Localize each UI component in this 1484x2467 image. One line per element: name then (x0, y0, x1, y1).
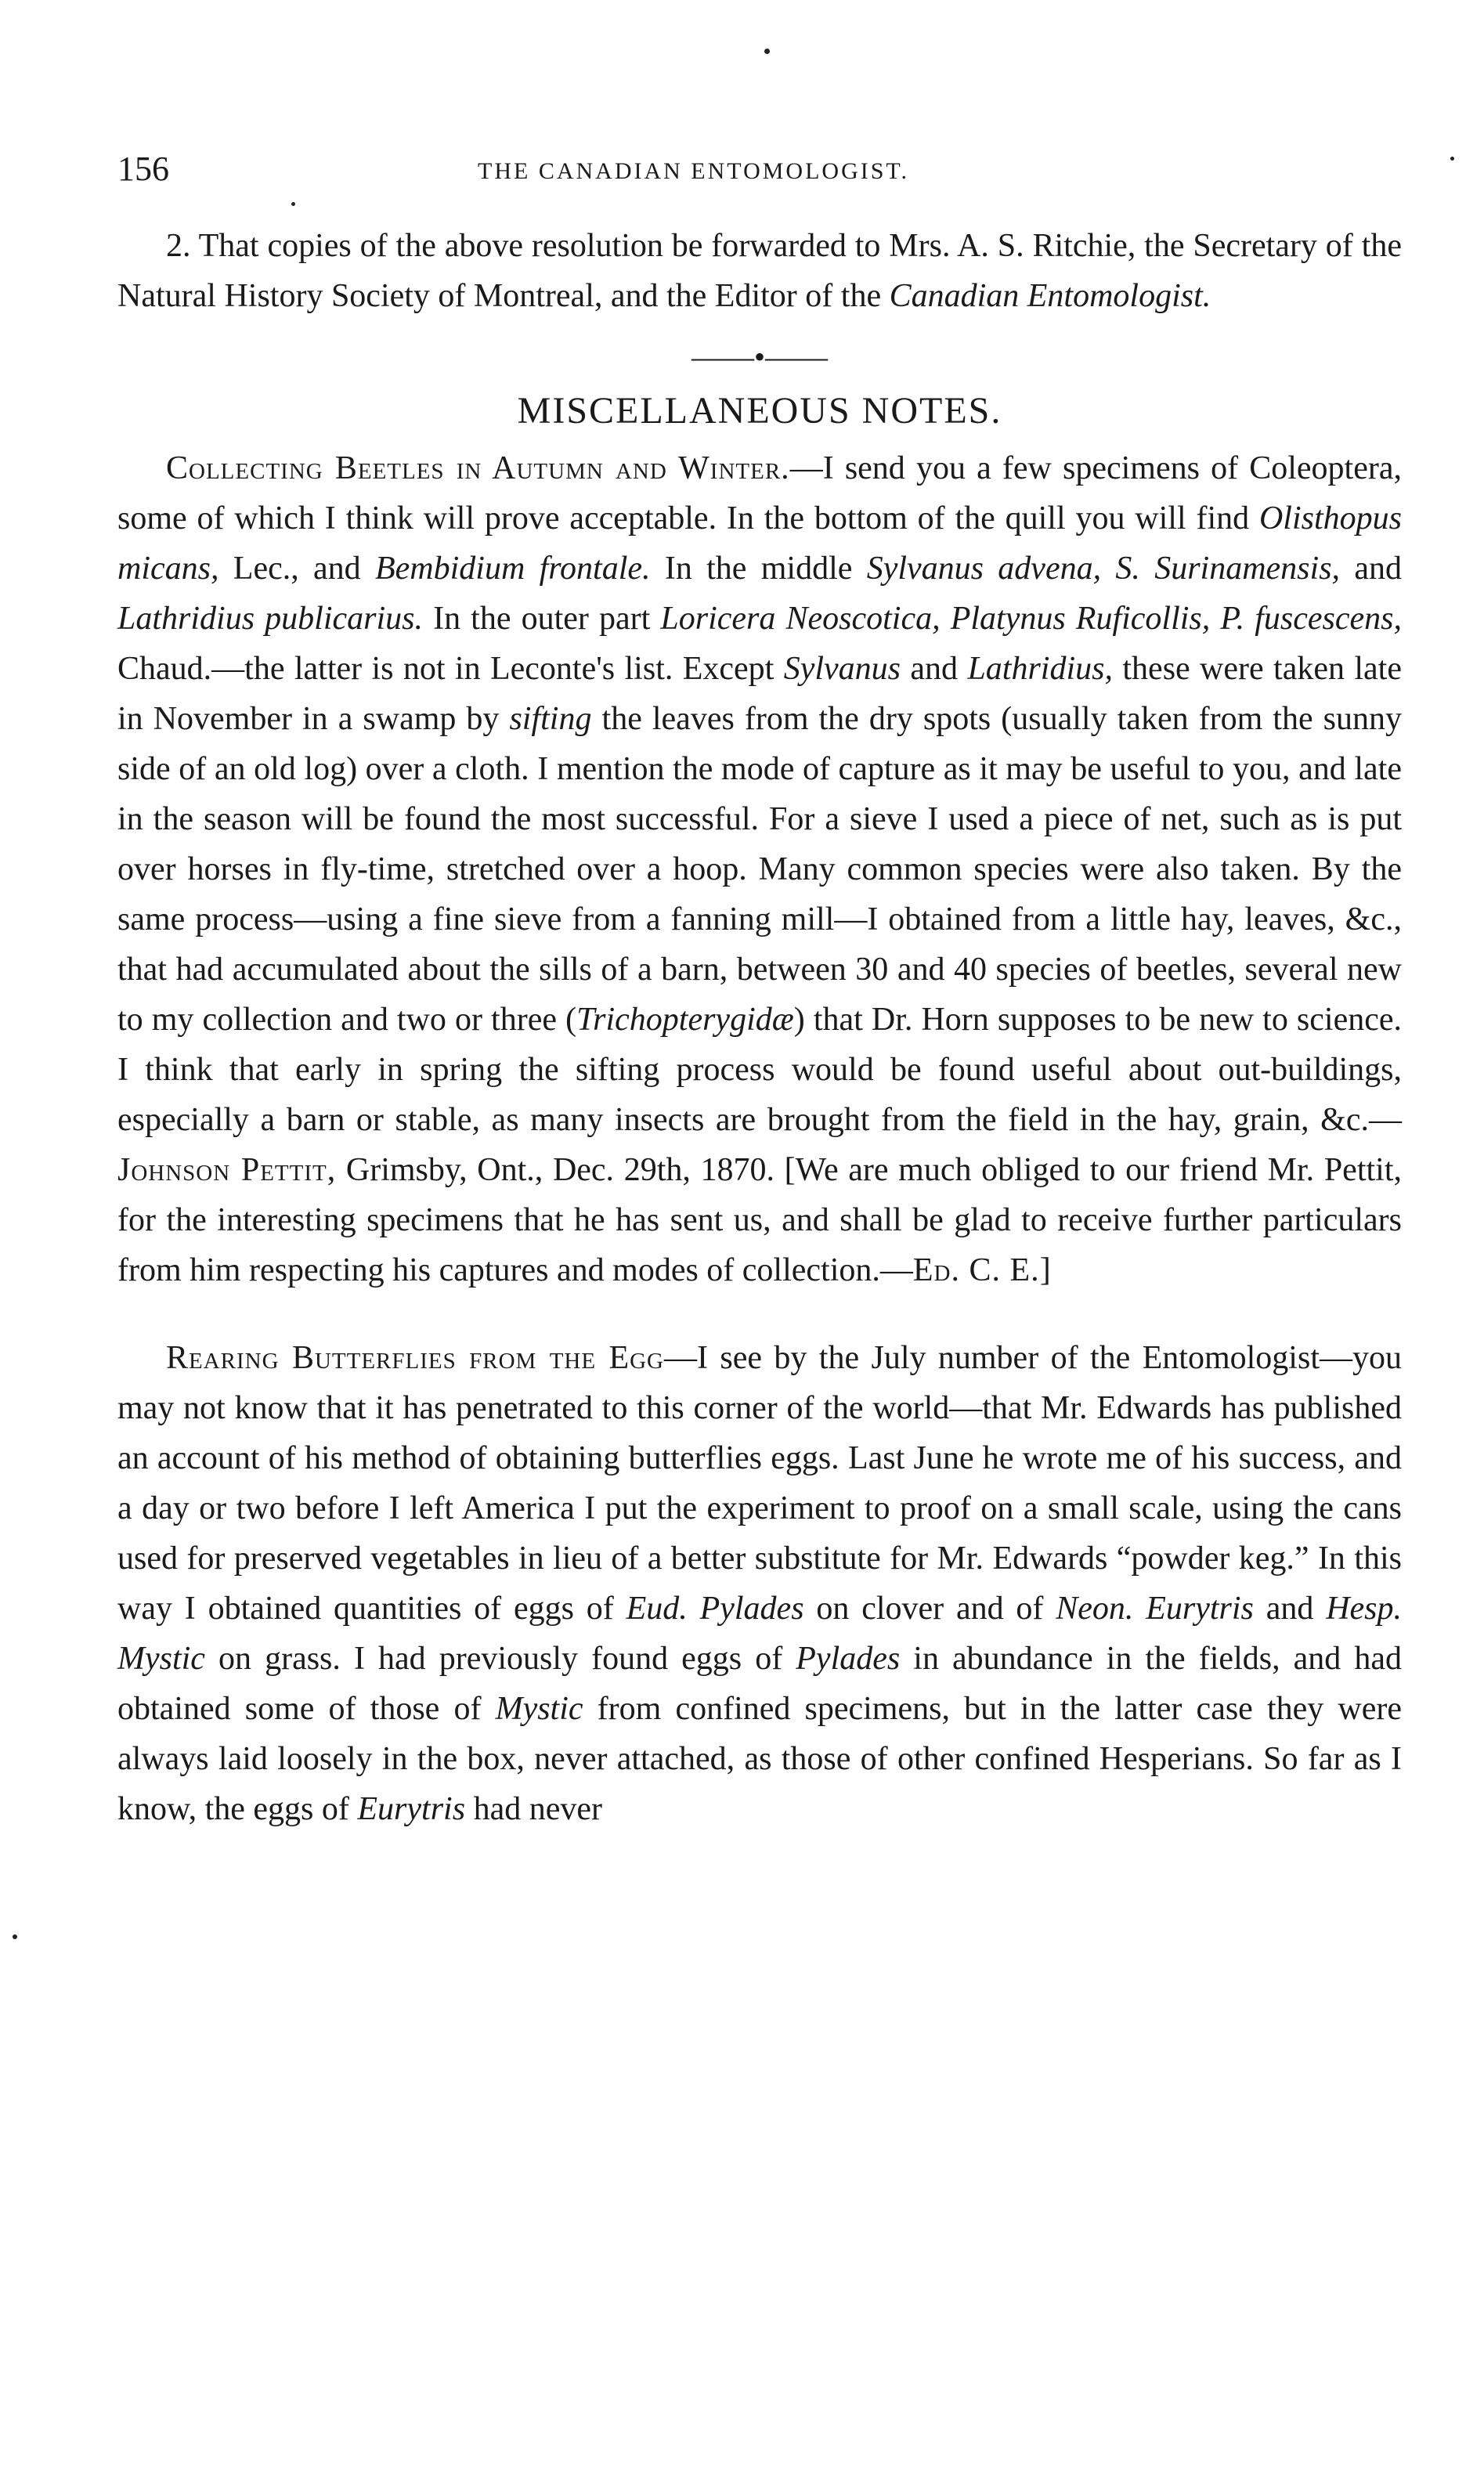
note-text: Lec., and (218, 551, 375, 587)
note-title: Rearing Butterflies from the Egg (166, 1340, 665, 1376)
section-divider: ——•—— (691, 339, 828, 374)
species-name: Eud. Pylades (626, 1591, 804, 1627)
species-name: Mystic (495, 1691, 583, 1727)
resolution-text: 2. That copies of the above resolution be forwarded to Mrs. A. S. Ritchie, the Secretary of the Natural History Society of Montreal, and the Editor of the (117, 228, 1402, 314)
note-text: —I see by the July number of the Entomologist—you may not know that it has penetrated to this corner of the world—that Mr. Edwards has published an account of his method of obtaining butterflies eggs. Last June he wrote me of his success, and a day or two before I left America I put the experiment to proof on a small scale, using the cans used for preserved vegetables in lieu of a better substitute for Mr. Edwards “powder keg.” In this way I obtained quantities of eggs of (117, 1340, 1402, 1627)
note-text: from confined specimens, but in the latter case they were always laid loosely in the box, never attached, as those of other confined Hesperians. So far as I know, the eggs of (117, 1691, 1403, 1827)
note-text: in abundance in the fields, and had obtained some of those of (117, 1641, 1402, 1727)
note-text: the leaves from the dry spots (usually taken from the sunny side of an old log) over a cloth. I mention the mode of capture as it may be useful to you, and late in the season will be found the most successful. For a sieve I used a piece of net, such as is put over horses in fly-time, stretched over a hoop. Many common species were also taken. By the same process—using a fine sieve from a fanning mill—I obtained from a little hay, leaves, &c., that had accumulated about the sills of a barn, between 30 and 40 species of beetles, several new to my collection and two or three ( (117, 701, 1402, 1038)
running-head (117, 149, 1402, 204)
species-name: Sylvanus (783, 651, 901, 687)
species-name: Lathridius publicarius. (117, 601, 423, 637)
note-text: on clover and of (803, 1591, 1056, 1627)
note-text: ] (1039, 1252, 1051, 1288)
resolution-paragraph (117, 221, 1402, 321)
note-text: —I send you a few specimens of Coleoptera, some of which I think will prove acceptable. In the bottom of the quill you will find (117, 450, 1402, 536)
note-title: Collecting Beetles in Autumn and Winter. (166, 450, 790, 486)
species-name: Olisthopus micans, (117, 500, 1402, 587)
note-text: on grass. I had previously found eggs of (204, 1641, 796, 1677)
page-content (117, 149, 1402, 1834)
species-name: Neon. Eurytris (1056, 1591, 1254, 1627)
author-name: Johnson Pettit, (117, 1152, 337, 1188)
note-text: ) that Dr. Horn supposes to be new to science. I think that early in spring the sifting process would be found useful about out-buildings, especially a barn or stable, as many insects are brought from the field in the hay, grain, &c.— (117, 1002, 1402, 1138)
note-text: these were taken late in November in a swamp by (117, 651, 1402, 737)
note-text: In the outer part (423, 601, 661, 637)
species-name: Hesp. Mystic (117, 1591, 1403, 1677)
note-text: had never (465, 1791, 602, 1827)
species-name: Trichopterygidæ (576, 1002, 794, 1038)
journal-name-italic: Canadian Entomologist. (889, 278, 1211, 314)
print-speck (1450, 157, 1454, 161)
section-heading: MISCELLANEOUS NOTES. (517, 390, 1002, 432)
note-text: and (1340, 551, 1402, 587)
page-number: 156 (117, 150, 169, 188)
species-name: Loricera Neoscotica, Platynus Ruficollis, P. fuscescens, (660, 601, 1402, 637)
note-rearing-butterflies (117, 1333, 1402, 1834)
note-text: In the middle (650, 551, 867, 587)
species-name: Eurytris (357, 1791, 466, 1827)
species-name: Sylvanus advena, S. Surinamensis, (866, 551, 1341, 587)
emphasis: sifting (509, 701, 592, 737)
editor-signature: Ed. C. E. (912, 1252, 1040, 1288)
species-name: Lathridius, (967, 651, 1113, 687)
note-text: Chaud.—the latter is not in Leconte's list. Except (117, 651, 784, 687)
print-speck (13, 1934, 17, 1939)
paragraph-gap (117, 1295, 1402, 1333)
note-text: Grimsby, Ont., Dec. 29th, 1870. [We are much obliged to our friend Mr. Pettit, for the interesting specimens that he has sent us, and shall be glad to receive further particulars from him respecting his captures and modes of collection.— (117, 1152, 1402, 1288)
note-collecting-beetles (117, 443, 1402, 1295)
print-speck (764, 49, 770, 54)
note-text: and (901, 651, 968, 687)
note-text: and (1253, 1591, 1327, 1627)
species-name: Pylades (796, 1641, 901, 1677)
species-name: Bembidium frontale. (375, 551, 651, 587)
journal-title: THE CANADIAN ENTOMOLOGIST. (478, 158, 910, 184)
